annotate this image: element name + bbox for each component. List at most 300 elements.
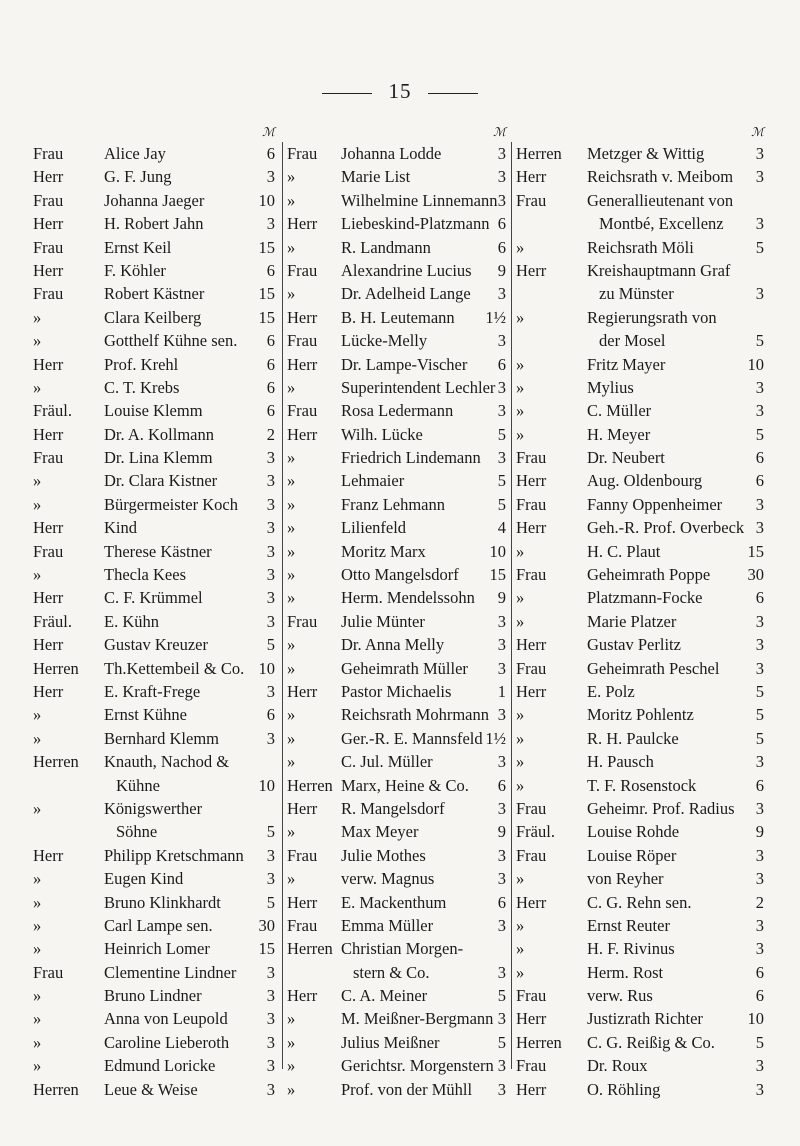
donor-name: Lehmaier xyxy=(341,471,405,491)
donor-entry xyxy=(516,353,766,376)
donor-title: » xyxy=(516,401,525,421)
donor-entry xyxy=(33,844,277,867)
donor-name: Bernhard Klemm xyxy=(104,728,220,748)
donor-name: Moritz Pohlentz xyxy=(587,705,694,725)
donor-title: Herren xyxy=(287,775,333,795)
donor-entry xyxy=(516,703,766,726)
donor-title: Herr xyxy=(287,307,318,327)
donor-name: der Mosel xyxy=(599,331,666,351)
donation-amount: 9 xyxy=(497,588,506,608)
donor-title: Frau xyxy=(287,915,318,935)
donation-amount: 3 xyxy=(497,705,506,725)
donor-title: Fräul. xyxy=(516,822,555,842)
donation-amount: 6 xyxy=(497,892,506,912)
donation-amount: 3 xyxy=(497,190,506,210)
donor-entry xyxy=(33,540,277,563)
donor-entry xyxy=(33,142,277,165)
donor-name: H. F. Rivinus xyxy=(587,939,675,959)
donation-amount: 5 xyxy=(755,681,764,701)
donor-name: Dr. Roux xyxy=(587,1056,648,1076)
donor-entry xyxy=(287,586,508,609)
donor-entry xyxy=(287,820,508,843)
donation-amount: 3 xyxy=(755,214,764,234)
donor-name: Marx, Heine & Co. xyxy=(341,775,469,795)
donor-title: Herren xyxy=(33,658,79,678)
donor-title: Frau xyxy=(287,845,318,865)
donor-title: Herr xyxy=(33,635,64,655)
donor-entry xyxy=(33,984,277,1007)
donation-amount: 5 xyxy=(755,331,764,351)
donor-title: » xyxy=(287,284,296,304)
donor-name: E. Polz xyxy=(587,681,635,701)
donor-name: Julie Mothes xyxy=(341,845,426,865)
donor-entry xyxy=(33,282,277,305)
donation-amount: 6 xyxy=(266,705,275,725)
donor-entry xyxy=(516,914,766,937)
donation-amount: 3 xyxy=(266,1009,275,1029)
donor-name: Herm. Mendelssohn xyxy=(341,588,475,608)
donor-name: Louise Klemm xyxy=(104,401,203,421)
donation-amount: 5 xyxy=(755,728,764,748)
donor-title: » xyxy=(33,915,42,935)
donor-entry xyxy=(33,750,277,773)
donation-amount: 5 xyxy=(497,424,506,444)
donor-entry xyxy=(516,423,766,446)
donor-title: » xyxy=(516,775,525,795)
donor-name: Wilhelmine Linnemann xyxy=(341,190,498,210)
donor-entry xyxy=(516,469,766,492)
donation-amount: 3 xyxy=(497,144,506,163)
donor-entry xyxy=(33,236,277,259)
donation-amount: 6 xyxy=(755,962,764,982)
donation-amount: 3 xyxy=(266,167,275,187)
donor-name: E. Mackenthum xyxy=(341,892,447,912)
donation-amount: 3 xyxy=(755,518,764,538)
donation-amount: 3 xyxy=(266,214,275,234)
donor-entry xyxy=(287,540,508,563)
donor-entry xyxy=(287,446,508,469)
donor-name: Gustav Perlitz xyxy=(587,635,681,655)
donor-name: Leue & Weise xyxy=(104,1079,198,1099)
donor-title: » xyxy=(287,167,296,187)
donor-entry xyxy=(287,1054,508,1077)
donor-name: H. Pausch xyxy=(587,752,654,772)
donation-amount: 3 xyxy=(266,986,275,1006)
donor-title: Herr xyxy=(516,892,547,912)
donation-amount: 30 xyxy=(747,565,764,585)
donor-name: Metzger & Wittig xyxy=(587,144,705,163)
donation-amount: 3 xyxy=(755,939,764,959)
donor-name: verw. Rus xyxy=(587,986,653,1006)
donor-name: Bürgermeister Koch xyxy=(104,494,238,514)
donor-entry xyxy=(33,189,277,212)
donor-title: » xyxy=(516,237,525,257)
donor-entry xyxy=(516,797,766,820)
donor-title: » xyxy=(287,705,296,725)
donor-name: Johanna Lodde xyxy=(341,144,442,163)
donation-amount: 6 xyxy=(497,354,506,374)
donor-entry xyxy=(516,750,766,773)
donor-title: Herr xyxy=(33,518,64,538)
donor-title: » xyxy=(516,424,525,444)
donor-entry xyxy=(33,797,277,820)
donor-title: Frau xyxy=(33,284,64,304)
donor-name: Reichsrath Möli xyxy=(587,237,694,257)
donor-entry xyxy=(287,1007,508,1030)
donor-name: Kühne xyxy=(116,775,160,795)
donor-entry xyxy=(33,423,277,446)
donation-amount: 3 xyxy=(266,869,275,889)
donor-column-1 xyxy=(33,122,277,1101)
donor-title: » xyxy=(516,869,525,889)
donor-title: Frau xyxy=(516,798,547,818)
donor-entry xyxy=(33,399,277,422)
donor-entry xyxy=(287,142,508,165)
donor-title: » xyxy=(516,307,525,327)
donor-title: Frau xyxy=(33,962,64,982)
donor-name: Johanna Jaeger xyxy=(104,190,205,210)
donor-name: C. G. Rehn sen. xyxy=(587,892,692,912)
donation-amount: 3 xyxy=(755,845,764,865)
donation-amount: 2 xyxy=(266,424,275,444)
donor-entry xyxy=(516,1078,766,1101)
donor-name: Superintendent Lechler xyxy=(341,377,496,397)
donation-amount: 3 xyxy=(266,1032,275,1052)
donor-name: Montbé, Excellenz xyxy=(599,214,724,234)
column-divider xyxy=(282,142,283,1069)
donor-title: » xyxy=(33,471,42,491)
donor-name: Christian Morgen- xyxy=(341,939,464,959)
donor-entry xyxy=(516,1054,766,1077)
donor-entry xyxy=(287,750,508,773)
donor-entry xyxy=(516,306,766,329)
donor-name: C. T. Krebs xyxy=(104,377,180,397)
donor-name: Regierungsrath von xyxy=(587,307,717,327)
donation-amount: 3 xyxy=(497,401,506,421)
donor-entry xyxy=(287,633,508,656)
donation-amount: 15 xyxy=(258,939,275,959)
donor-name: Caroline Lieberoth xyxy=(104,1032,230,1052)
donor-name: Pastor Michaelis xyxy=(341,681,452,701)
donor-entry xyxy=(516,493,766,516)
donor-title: Frau xyxy=(33,144,64,163)
donation-amount: 5 xyxy=(266,892,275,912)
donor-title: » xyxy=(516,705,525,725)
donation-amount: 3 xyxy=(755,635,764,655)
donor-entry xyxy=(287,493,508,516)
donor-name: Franz Lehmann xyxy=(341,494,446,514)
donation-amount: 5 xyxy=(266,822,275,842)
donation-amount: 3 xyxy=(755,167,764,187)
donor-title: Herr xyxy=(516,260,547,280)
donor-name: B. H. Leutemann xyxy=(341,307,455,327)
donor-name: Justizrath Richter xyxy=(587,1009,703,1029)
donor-title: Herr xyxy=(33,424,64,444)
donation-amount: 3 xyxy=(755,915,764,935)
donation-amount: 5 xyxy=(755,1032,764,1052)
donor-title: Frau xyxy=(33,541,64,561)
donor-entry xyxy=(516,1007,766,1030)
donation-amount: 5 xyxy=(497,1032,506,1052)
donation-amount: 3 xyxy=(497,915,506,935)
donor-entry xyxy=(33,867,277,890)
donor-name: Gerichtsr. Morgenstern xyxy=(341,1056,494,1076)
donor-name: Robert Kästner xyxy=(104,284,205,304)
donor-entry xyxy=(287,399,508,422)
donor-title: » xyxy=(33,565,42,585)
donor-title: Frau xyxy=(287,144,318,163)
donor-title: » xyxy=(287,658,296,678)
donor-title: Herren xyxy=(516,1032,562,1052)
donor-name: Ernst Kühne xyxy=(104,705,187,725)
donor-entry xyxy=(516,165,766,188)
donor-entry-continuation xyxy=(516,212,766,235)
donor-title: Frau xyxy=(33,448,64,468)
donor-name: E. Kraft-Frege xyxy=(104,681,201,701)
donor-entry xyxy=(33,891,277,914)
donor-name: Reichsrath Mohrmann xyxy=(341,705,490,725)
donor-entry xyxy=(516,259,766,282)
donor-name: Dr. Lina Klemm xyxy=(104,448,213,468)
donor-entry xyxy=(287,282,508,305)
donor-name: Prof. von der Mühll xyxy=(341,1079,473,1099)
donor-name: Marie Platzer xyxy=(587,611,677,631)
donor-entry-continuation xyxy=(516,282,766,305)
donation-amount: 10 xyxy=(258,775,275,795)
donor-entry xyxy=(287,423,508,446)
donation-amount: 15 xyxy=(489,565,506,585)
donor-name: Generallieutenant von xyxy=(587,190,734,210)
donor-name: Dr. A. Kollmann xyxy=(104,424,214,444)
donor-title: Herr xyxy=(287,354,318,374)
donor-entry xyxy=(33,516,277,539)
donor-entry xyxy=(287,1078,508,1101)
donation-amount: 10 xyxy=(258,658,275,678)
donor-name: C. G. Reißig & Co. xyxy=(587,1032,715,1052)
donation-amount: 6 xyxy=(266,401,275,421)
donation-amount: 3 xyxy=(497,658,506,678)
donor-entry-continuation xyxy=(33,820,277,843)
donor-title: Herr xyxy=(33,260,64,280)
donor-title: » xyxy=(287,822,296,842)
donor-title: » xyxy=(287,237,296,257)
donation-amount: 5 xyxy=(755,705,764,725)
donor-title: » xyxy=(33,1032,42,1052)
donor-entry xyxy=(33,469,277,492)
donor-entry xyxy=(516,657,766,680)
donor-title: Frau xyxy=(516,845,547,865)
donor-entry xyxy=(287,657,508,680)
donor-title: » xyxy=(287,588,296,608)
donor-title: Frau xyxy=(287,401,318,421)
donor-entry xyxy=(516,189,766,212)
donor-name: Edmund Loricke xyxy=(104,1056,216,1076)
donor-title: » xyxy=(33,1056,42,1076)
donor-name: Ger.-R. E. Mannsfeld xyxy=(341,728,483,748)
donor-entry xyxy=(516,516,766,539)
donation-amount: 9 xyxy=(755,822,764,842)
donor-name: Fanny Oppenheimer xyxy=(587,494,723,514)
donor-name: Dr. Lampe-Vischer xyxy=(341,354,468,374)
donor-entry xyxy=(516,610,766,633)
donor-title: » xyxy=(287,635,296,655)
donor-title: Frau xyxy=(287,331,318,351)
donor-title: » xyxy=(33,1009,42,1029)
donor-title: Frau xyxy=(287,611,318,631)
donor-entry xyxy=(516,563,766,586)
donor-entry xyxy=(516,867,766,890)
donor-name: Bruno Lindner xyxy=(104,986,202,1006)
donor-title: Herr xyxy=(33,167,64,187)
donor-title: » xyxy=(516,915,525,935)
donor-name: R. Mangelsdorf xyxy=(341,798,445,818)
donor-title: » xyxy=(287,728,296,748)
donor-entry xyxy=(33,306,277,329)
donation-amount: 3 xyxy=(266,728,275,748)
donor-entry xyxy=(287,727,508,750)
donor-entry xyxy=(33,1078,277,1101)
donor-entry xyxy=(516,891,766,914)
donation-amount: 3 xyxy=(266,494,275,514)
donor-name: M. Meißner-Bergmann xyxy=(341,1009,494,1029)
donor-entry xyxy=(287,165,508,188)
donation-amount: 15 xyxy=(258,307,275,327)
donation-amount: 15 xyxy=(258,237,275,257)
donor-title: Herr xyxy=(516,681,547,701)
donation-amount: 15 xyxy=(747,541,764,561)
donor-name: Clara Keilberg xyxy=(104,307,202,327)
donation-amount: 6 xyxy=(497,214,506,234)
donor-entry-continuation xyxy=(516,329,766,352)
donor-name: Dr. Clara Kistner xyxy=(104,471,218,491)
donation-amount: 3 xyxy=(755,284,764,304)
donation-amount: 15 xyxy=(258,284,275,304)
donor-name: Dr. Neubert xyxy=(587,448,665,468)
donation-amount: 3 xyxy=(497,635,506,655)
donor-title: Herr xyxy=(287,892,318,912)
donor-name: Heinrich Lomer xyxy=(104,939,210,959)
donor-title: » xyxy=(287,377,296,397)
donor-name: Carl Lampe sen. xyxy=(104,915,213,935)
donor-entry xyxy=(33,329,277,352)
donor-title: Herr xyxy=(33,681,64,701)
donor-entry xyxy=(516,774,766,797)
donor-name: Ernst Reuter xyxy=(587,915,670,935)
donation-amount: 6 xyxy=(755,448,764,468)
donation-amount: 5 xyxy=(266,635,275,655)
donation-amount: 3 xyxy=(266,588,275,608)
donation-amount: 3 xyxy=(497,448,506,468)
donation-amount: 3 xyxy=(755,377,764,397)
donation-amount: 3 xyxy=(497,752,506,772)
donation-amount: 3 xyxy=(755,144,764,163)
donation-amount: 3 xyxy=(497,167,506,187)
donor-title: Herr xyxy=(516,635,547,655)
donation-amount: 6 xyxy=(755,588,764,608)
donor-name: Marie List xyxy=(341,167,411,187)
donor-title: Herr xyxy=(287,214,318,234)
donor-name: Dr. Anna Melly xyxy=(341,635,445,655)
page-header xyxy=(0,79,800,104)
donor-name: Gustav Kreuzer xyxy=(104,635,208,655)
donation-amount: 3 xyxy=(755,1056,764,1076)
donor-entry xyxy=(33,493,277,516)
donor-title: Herr xyxy=(33,588,64,608)
donation-amount: 3 xyxy=(755,752,764,772)
donor-entry xyxy=(287,937,508,960)
donor-entry xyxy=(287,1031,508,1054)
donor-name: Herm. Rost xyxy=(587,962,664,982)
donor-name: Emma Müller xyxy=(341,915,434,935)
donor-entry xyxy=(33,727,277,750)
donor-entry xyxy=(516,844,766,867)
donor-name: R. H. Paulcke xyxy=(587,728,679,748)
donor-name: Th.Kettembeil & Co. xyxy=(104,658,245,678)
donor-name: F. Köhler xyxy=(104,260,166,280)
donor-title: Herr xyxy=(287,424,318,444)
donor-name: Thecla Kees xyxy=(104,565,186,585)
donor-title: » xyxy=(287,518,296,538)
donor-title: » xyxy=(33,869,42,889)
donor-title: Frau xyxy=(516,1056,547,1076)
donation-amount: 3 xyxy=(755,869,764,889)
donor-entry xyxy=(516,680,766,703)
donor-name: Söhne xyxy=(116,822,158,842)
donor-name: Dr. Adelheid Lange xyxy=(341,284,471,304)
donor-name: Lücke-Melly xyxy=(341,331,428,351)
donor-title: Herr xyxy=(516,1079,547,1099)
donation-amount: 3 xyxy=(497,611,506,631)
donor-entry xyxy=(287,469,508,492)
donation-amount: 3 xyxy=(497,377,506,397)
donor-title: Herr xyxy=(516,518,547,538)
donor-entry xyxy=(287,703,508,726)
donor-title: Frau xyxy=(516,658,547,678)
donor-entry xyxy=(287,984,508,1007)
donation-amount: 5 xyxy=(497,986,506,1006)
donation-amount: 3 xyxy=(266,845,275,865)
donor-title: » xyxy=(516,354,525,374)
donor-name: Therese Kästner xyxy=(104,541,212,561)
donor-entry xyxy=(287,563,508,586)
donor-entry xyxy=(33,212,277,235)
donor-name: Lilienfeld xyxy=(341,518,407,538)
donor-title: Herr xyxy=(33,845,64,865)
donor-title: » xyxy=(287,869,296,889)
donor-title: » xyxy=(287,1056,296,1076)
donor-title: Herr xyxy=(516,1009,547,1029)
donor-name: Anna von Leupold xyxy=(104,1009,228,1029)
donation-amount: 3 xyxy=(755,658,764,678)
donor-entry xyxy=(33,680,277,703)
donation-amount: 30 xyxy=(258,915,275,935)
donation-amount: 6 xyxy=(266,377,275,397)
donation-amount: 3 xyxy=(266,611,275,631)
donor-entry xyxy=(33,353,277,376)
donation-amount: 6 xyxy=(755,775,764,795)
donation-amount: 6 xyxy=(266,260,275,280)
donor-name: zu Münster xyxy=(599,284,674,304)
donor-title: Herr xyxy=(516,167,547,187)
donor-title: Herr xyxy=(287,681,318,701)
donor-title: » xyxy=(516,611,525,631)
donation-amount: 10 xyxy=(258,190,275,210)
donor-entry xyxy=(516,586,766,609)
donor-name: R. Landmann xyxy=(341,237,431,257)
donor-name: Julie Münter xyxy=(341,611,425,631)
donor-title: » xyxy=(287,1009,296,1029)
donor-entry xyxy=(287,376,508,399)
